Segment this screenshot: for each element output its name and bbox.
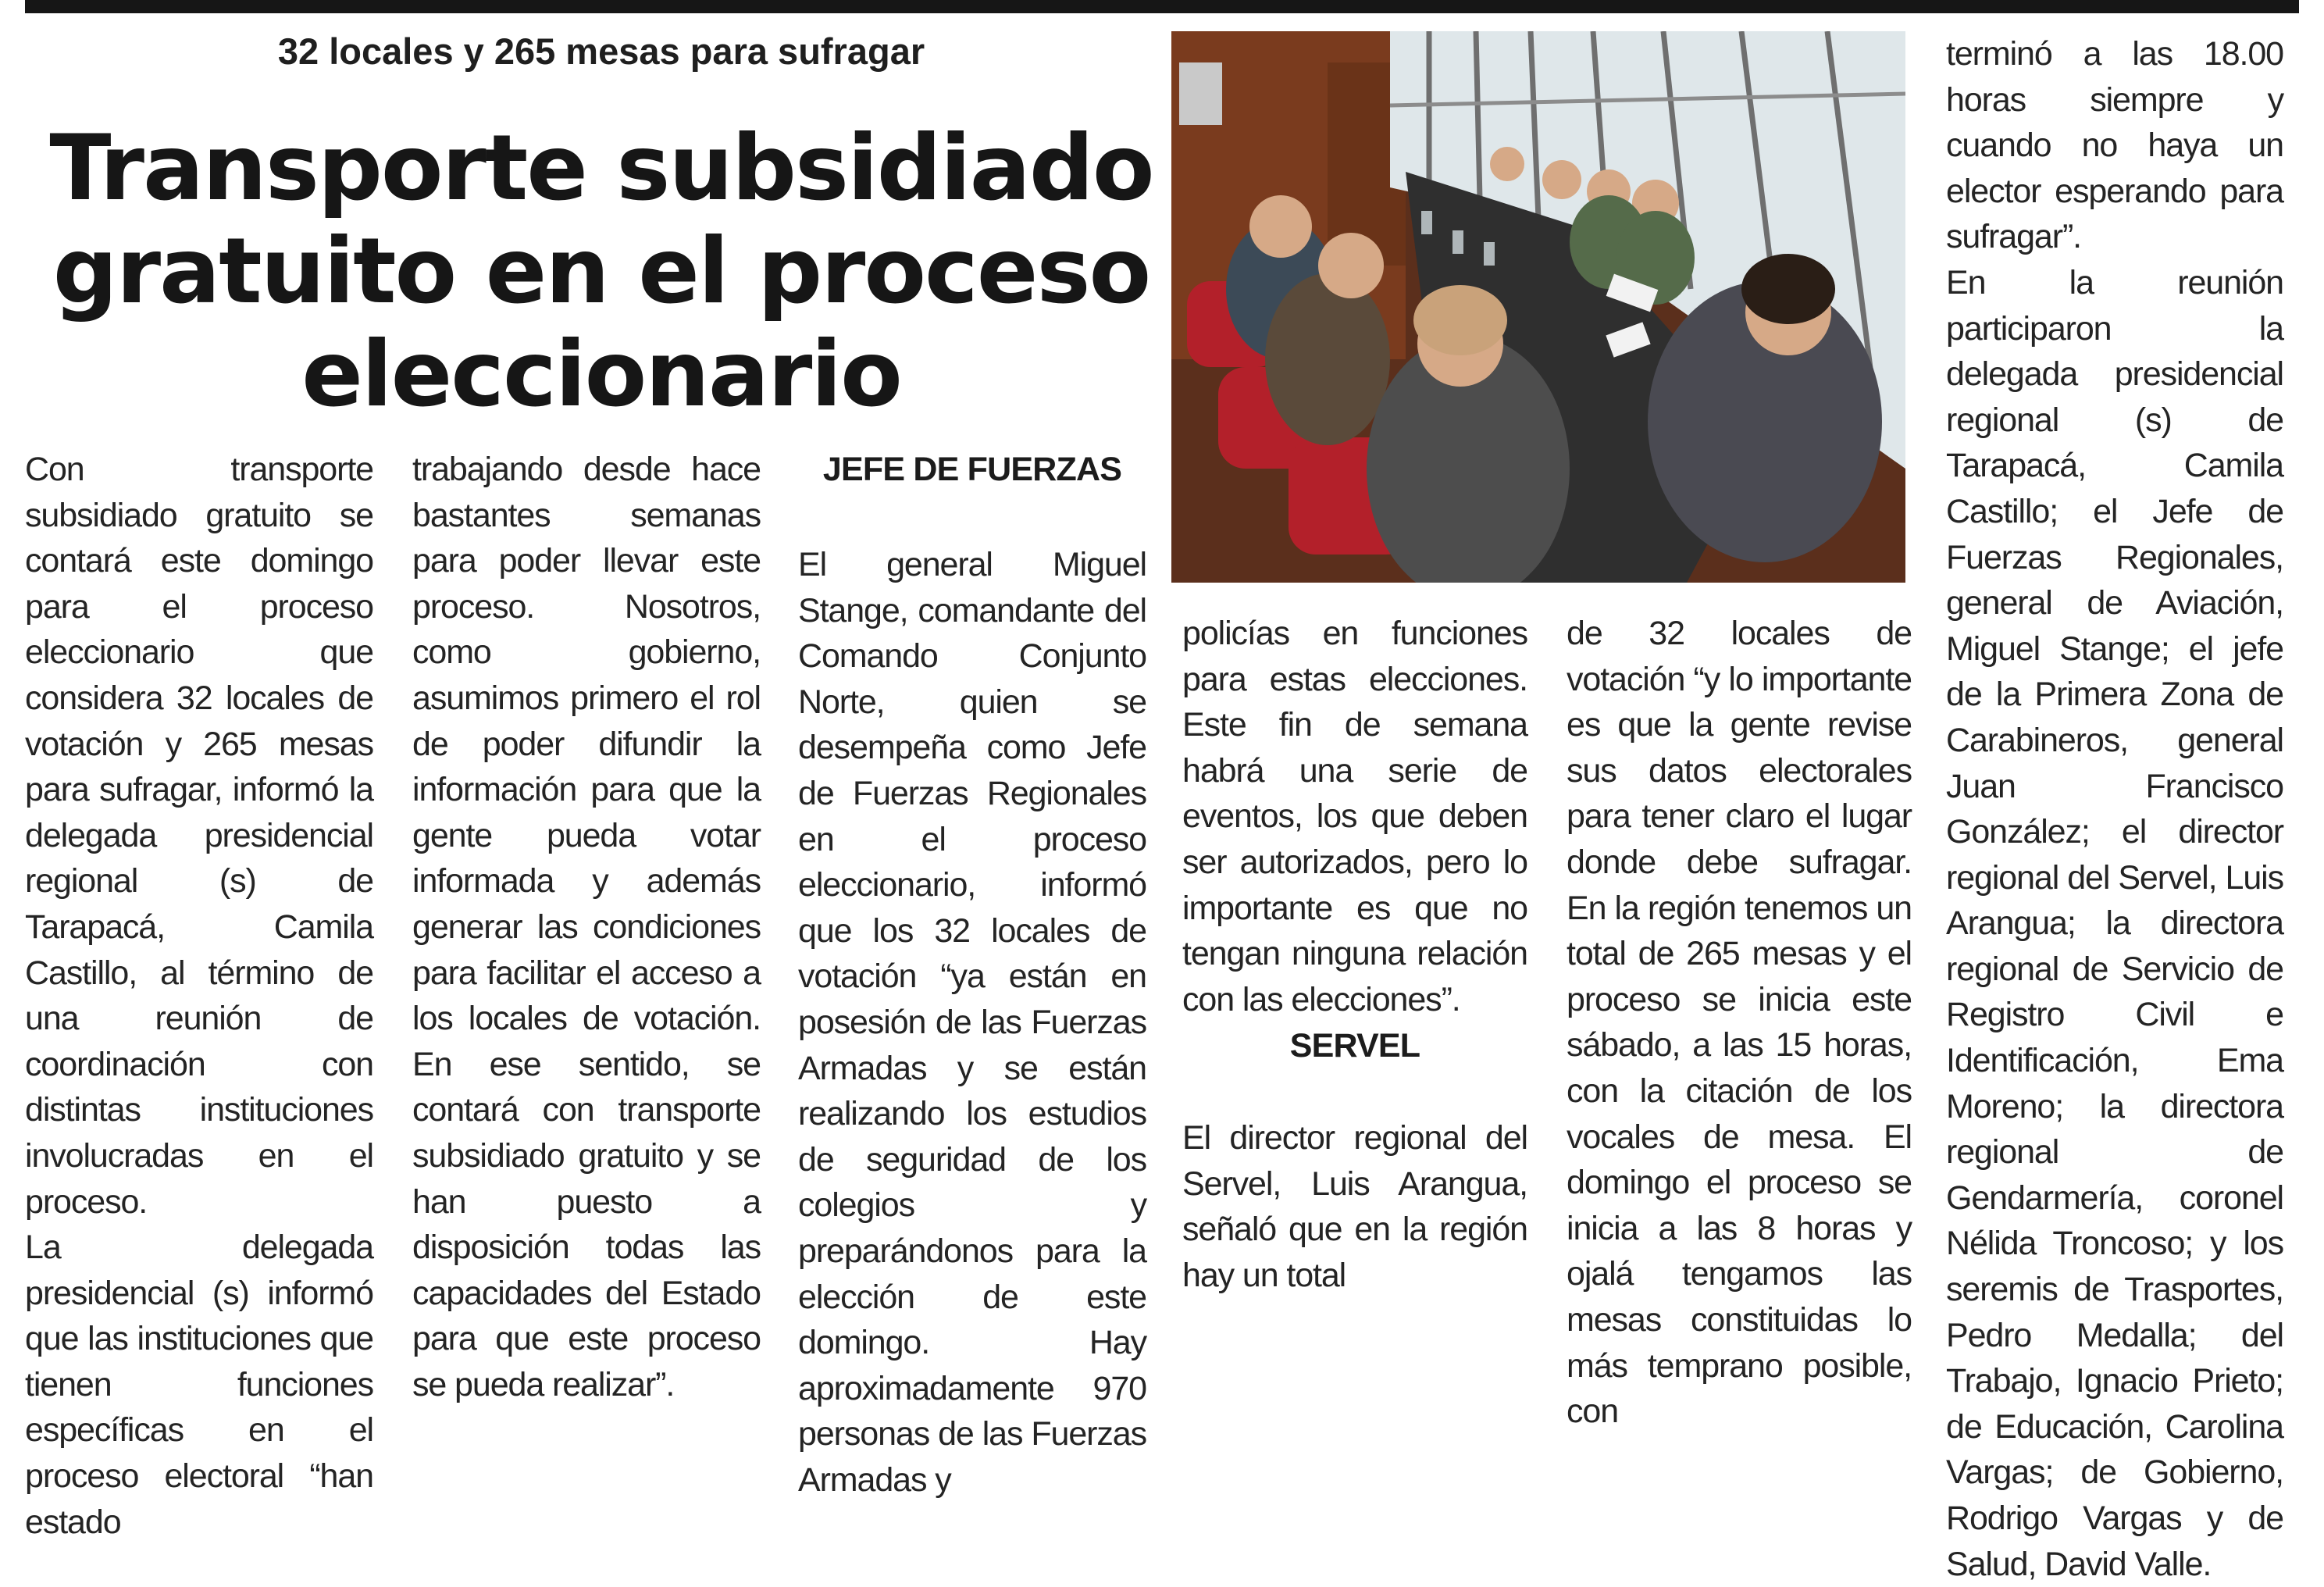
meeting-photo xyxy=(1171,31,1905,583)
top-rule xyxy=(25,0,2299,13)
article-column-1: Con transporte subsidiado gratuito se contará este domingo para el proceso eleccionario que considera 32 locales de votación y 265 mesas para sufragar, informó la delegada presidencial regional (s) de Tarapacá, Camila Castillo, al término de una reunión de coordinación con distintas instituciones involucradas en el proceso. La delegada presidencial (s) informó que las instituciones que tienen funciones específicas en el proceso electoral “han estado xyxy=(25,451,373,1541)
subhead-servel: SERVEL xyxy=(1289,1027,1420,1065)
subhead-jefe-de-fuerzas: JEFE DE FUERZAS xyxy=(822,451,1122,488)
article-column-5: de 32 locales de votación “y lo importante es que la gente revise sus datos electorales para tener claro el lugar donde debe sufragar. En la región tenemos un total de 265 mesas y el proceso se inicia este sábado, a las 15 horas, con la citación de los vocales de mesa. El domingo el proceso se inicia a las 8 horas y ojalá tengamos las mesas constituidas lo más temprano posible, con xyxy=(1567,615,1912,1431)
article-column-2: trabajando desde hace bastantes semanas para poder llevar este proceso. Nosotros, como gobierno, asumimos primero el rol de poder difundir la información para que la gente pueda votar informada y además generar las condiciones para facilitar el acceso a los locales de votación. En ese sentido, se contará con transporte subsidiado gratuito y se han puesto a disposición todas las capacidades del Estado para que este proceso se pueda realizar”. xyxy=(412,451,761,1403)
article-column-6: terminó a las 18.00 horas siempre y cuando no haya un elector esperando para sufragar”. En la reunión participaron la delegada presidencial regional (s) de Tarapacá, Camila Castillo; el Jefe de Fuerzas Regionales, general de Aviación, Miguel Stange; el jefe de la Primera Zona de Carabineros, general Juan Francisco González; el director regional del Servel, Luis Arangua; la directora regional de Servicio de Registro Civil e Identificación, Ema Moreno; la directora regional de Gendarmería, coronel Nélida Troncoso; y los seremis de Trasportes, Pedro Medalla; del Trabajo, Ignacio Prieto; de Educación, Carolina Vargas; de Gobierno, Rodrigo Vargas y de Salud, David Valle. xyxy=(1946,35,2283,1583)
article-column-4: policías en funciones para estas elecciones. Este fin de semana habrá una serie de eventos, los que deben ser autorizados, pero lo importante es que no tengan ninguna relación con las elecciones”. xyxy=(1182,615,1527,1018)
article-column-3: El general Miguel Stange, comandante del Comando Conjunto Norte, quien se desempeña como Jefe de Fuerzas Regionales en el proceso eleccionario, informó que los 32 locales de votación “ya están en posesión de las Fuerzas Armadas y se están realizando los estudios de seguridad de los colegios y preparándonos para la elección de este domingo. Hay aproximadamente 970 personas de las Fuerzas Armadas y xyxy=(798,546,1146,1499)
meeting-photo-illustration xyxy=(1171,31,1905,583)
article-headline: Transporte subsidiado gratuito en el proceso eleccionario xyxy=(49,116,1153,427)
article-column-4b: El director regional del Servel, Luis Arangua, señaló que en la región hay un total xyxy=(1182,1119,1527,1294)
article-kicker: 32 locales y 265 mesas para sufragar xyxy=(277,30,925,72)
